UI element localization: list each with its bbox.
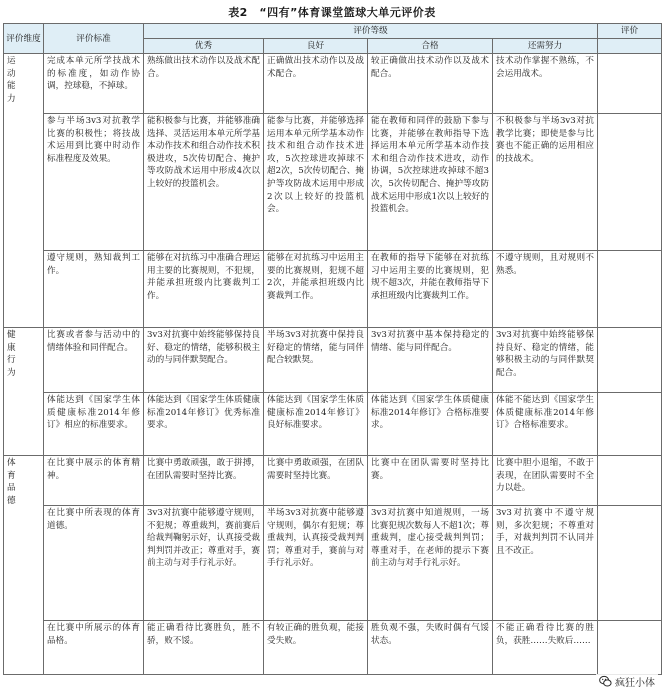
grade-cell: 3v3对抗赛中基本保持稳定的情绪、能与同伴配合。 (368, 328, 493, 393)
grade-cell: 在教师的指导下能够在对抗练习中运用主要的比赛规则，犯规不超3次，并能在教师指导下承担班级内比赛裁判工作。 (368, 251, 493, 328)
grade-cell: 3v3对抗赛中始终能够保持良好、稳定的情绪，能够积极主动的与同伴默契配合。 (144, 328, 264, 393)
grade-cell: 能够在对抗练习中准确合理运用主要的比赛规则，不犯规，并能承担班级内比赛裁判工作。 (144, 251, 264, 328)
header-grade-good: 良好 (264, 39, 368, 54)
grade-cell: 半场3v3对抗赛中保持良好稳定的情绪，能与同伴配合较默契。 (264, 328, 368, 393)
evaluation-cell (598, 621, 662, 675)
standard-cell: 参与半场3v3对抗教学比赛的积极性；将技战术运用到比赛中时动作标准程度及效果。 (44, 114, 144, 251)
grade-cell: 能正确看待比赛胜负，胜不骄，败不馁。 (144, 621, 264, 675)
grade-cell: 较正确做出技术动作以及战术配合。 (368, 54, 493, 114)
table-row (4, 114, 662, 251)
grade-cell: 3v3对抗赛中能够遵守规则，不犯规；尊重裁判，赛前赛后给裁判鞠躬示好，认真接受裁判判罚并改正；尊重对手，赛前主动与对手行礼示好。 (144, 506, 264, 621)
grade-cell: 不能正确看待比赛的胜负，获胜……失败后…… (493, 621, 598, 675)
standard-cell: 完成本单元所学技战术的标准度，如动作协调，控球稳，不掉球。 (44, 54, 144, 114)
evaluation-cell (598, 506, 662, 621)
watermark-text: 疯狂小体 (615, 678, 655, 689)
evaluation-cell (598, 393, 662, 456)
grade-cell: 体能达到《国家学生体质健康标准2014年修订》良好标准要求。 (264, 393, 368, 456)
header-row-1 (4, 24, 662, 39)
standard-cell: 在比赛中所表现的体育道德。 (44, 506, 144, 621)
grade-cell: 体能达到《国家学生体质健康标准2014年修订》优秀标准要求。 (144, 393, 264, 456)
header-standard: 评价标准 (44, 24, 144, 54)
grade-cell: 比赛中勇敢顽强，敢于拼搏，在团队需要时坚持比赛。 (144, 456, 264, 506)
header-grade-group: 评价等级 (144, 24, 598, 39)
grade-cell: 能参与比赛，并能够选择运用本单元所学基本动作技术和组合动作技术进攻，5次控球进攻掉球不超2次，5次传切配合、掩护等攻防战术运用中形成2次以上较好的投篮机会。 (264, 114, 368, 251)
dimension-cell: 健康行为 (4, 328, 44, 456)
grade-cell: 体能不能达到《国家学生体质健康标准2014年修订》合格标准要求。 (493, 393, 598, 456)
evaluation-cell (598, 114, 662, 251)
table-row (4, 456, 662, 506)
evaluation-cell (598, 54, 662, 114)
header-grade-pass: 合格 (368, 39, 493, 54)
evaluation-cell (598, 456, 662, 506)
grade-cell: 能在教师和同伴的鼓励下参与比赛，并能够在教师指导下选择运用本单元所学基本动作技术和组合动作技术进攻，动作协调，5次控球进攻掉球不超3次，5次传切配合、掩护等攻防战术运用中形成1次以上较好的投篮机会。 (368, 114, 493, 251)
grade-cell: 技术动作掌握不熟练，不会运用战术。 (493, 54, 598, 114)
standard-cell: 遵守规则，熟知裁判工作。 (44, 251, 144, 328)
header-grade-excellent: 优秀 (144, 39, 264, 54)
wechat-icon (599, 675, 612, 688)
grade-cell: 比赛中胆小退缩，不敢于表现，在团队需要时不全力以赴。 (493, 456, 598, 506)
grade-cell: 3v3对抗赛中知道规则，一场比赛犯规次数每人不超1次；尊重裁判，虚心接受裁判判罚；尊重对手，在老师的提示下赛前主动与对手行礼示好。 (368, 506, 493, 621)
grade-cell: 3v3对抗赛中始终能够保持良好、稳定的情绪，能够积极主动的与同伴默契配合。 (493, 328, 598, 393)
table-row (4, 621, 662, 675)
grade-cell: 能够在对抗练习中运用主要的比赛规则，犯规不超2次，并能承担班级内比赛裁判工作。 (264, 251, 368, 328)
evaluation-table (3, 23, 662, 675)
table-row (4, 54, 662, 114)
grade-cell: 3v3对抗赛中不遵守规则，多次犯规；不尊重对手，对裁判判罚不认同并且不改正。 (493, 506, 598, 621)
grade-cell: 熟练做出技术动作以及战术配合。 (144, 54, 264, 114)
grade-cell: 有较正确的胜负观，能接受失败。 (264, 621, 368, 675)
evaluation-cell (598, 328, 662, 393)
grade-cell: 不积极参与半场3v3对抗教学比赛；即使是参与比赛也不能正确的运用相应的技战术。 (493, 114, 598, 251)
grade-cell: 比赛中勇敢顽强，在团队需要时坚持比赛。 (264, 456, 368, 506)
grade-cell: 能积极参与比赛，并能够准确选择、灵活运用本单元所学基本动作技术和组合动作技术积极进攻，5次传切配合、掩护等攻防战术运用中形成4次以上较好的投篮机会。 (144, 114, 264, 251)
standard-cell: 体能达到《国家学生体质健康标准2014年修订》相应的标准要求。 (44, 393, 144, 456)
dimension-cell: 运动能力 (4, 54, 44, 328)
grade-cell: 半场3v3对抗赛中能够遵守规则，偶尔有犯规；尊重裁判，认真接受裁判判罚；尊重对手，赛前与对手行礼示好。 (264, 506, 368, 621)
table-row (4, 328, 662, 393)
grade-cell: 比赛中在团队需要时坚持比赛。 (368, 456, 493, 506)
standard-cell: 在比赛中所展示的体育品格。 (44, 621, 144, 675)
table-row (4, 251, 662, 328)
standard-cell: 比赛或者参与活动中的情绪体验和同伴配合。 (44, 328, 144, 393)
table-row (4, 506, 662, 621)
grade-cell: 正确做出技术动作以及战术配合。 (264, 54, 368, 114)
header-dimension: 评价维度 (4, 24, 44, 54)
header-evaluation-blank (598, 39, 662, 54)
grade-cell: 体能达到《国家学生体质健康标准2014年修订》合格标准要求。 (368, 393, 493, 456)
table-row (4, 393, 662, 456)
header-evaluation: 评价 (598, 24, 662, 39)
dimension-cell: 体育品德 (4, 456, 44, 675)
standard-cell: 在比赛中展示的体育精神。 (44, 456, 144, 506)
header-grade-improve: 还需努力 (493, 39, 598, 54)
grade-cell: 胜负观不强，失败时偶有气馁状态。 (368, 621, 493, 675)
watermark (596, 674, 658, 689)
evaluation-cell (598, 251, 662, 328)
table-title: 表2 “四有”体育课堂篮球大单元评价表 (228, 6, 436, 19)
grade-cell: 不遵守规则，且对规则不熟悉。 (493, 251, 598, 328)
